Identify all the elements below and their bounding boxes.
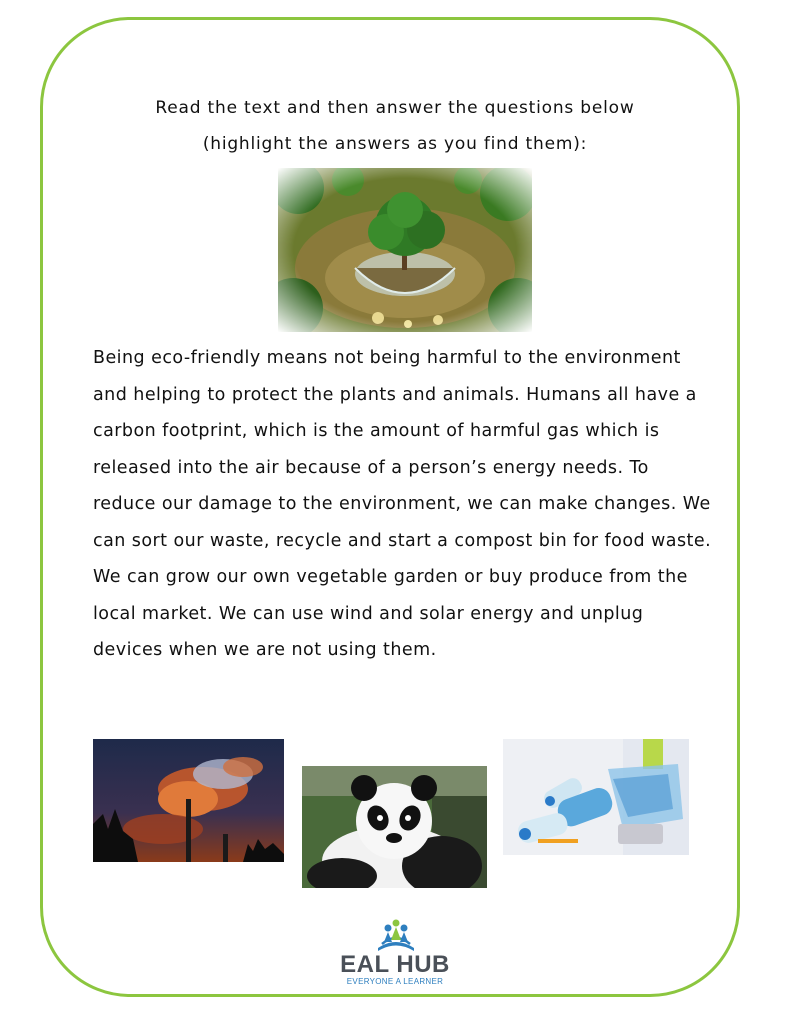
- logo-subtitle: EVERYONE A LEARNER: [346, 977, 444, 986]
- passage-text: Being eco-friendly means not being harmful to the environment and helping to protect the plants and animals. Humans all have a carbon footprint, which is the amount of harmful gas which is released into the air because of a person’s energy needs. To reduce our damage to the environment, we can make changes. We can sort our waste, recycle and start a compost bin for food waste. We can grow our own vegetable garden or buy produce from the local market. We can use wind and solar energy and unplug devices when we are not using them.: [93, 348, 712, 660]
- factory-smoke-image: [93, 739, 284, 862]
- instruction-line-1: Read the text and then answer the questions below: [155, 98, 635, 118]
- people-book-icon: [374, 918, 418, 952]
- instruction-line-2: (highlight the answers as you find them):: [202, 134, 588, 154]
- logo-title: EAL HUB: [340, 951, 450, 978]
- eal-hub-logo: [330, 918, 460, 988]
- plastic-bottles-image: [503, 739, 689, 855]
- tree-in-glass-image: [278, 168, 532, 332]
- panda-image: [302, 766, 487, 888]
